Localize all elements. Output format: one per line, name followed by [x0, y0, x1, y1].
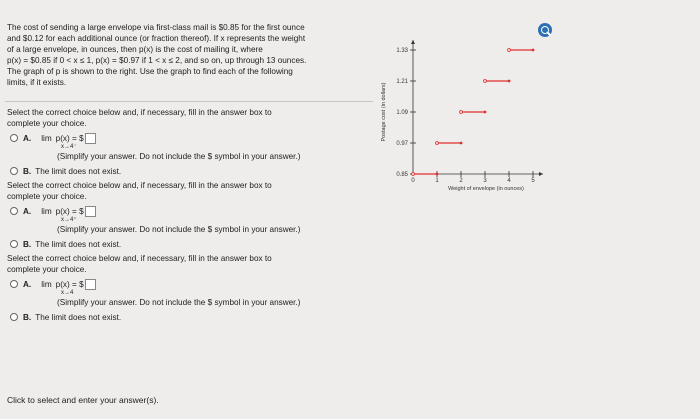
y-tick-label: 1.09 — [396, 110, 408, 117]
lim-label: lim — [41, 207, 52, 216]
x-tick-label: 4 — [507, 178, 511, 184]
choice-letter: A. — [23, 207, 32, 216]
y-axis-label: Postage cost (in dollars) — [381, 82, 387, 142]
choice-a-radio[interactable] — [10, 134, 18, 142]
magnifier-plus-icon[interactable] — [538, 23, 552, 37]
choice-b-text: The limit does not exist. — [35, 313, 122, 322]
lim-label: lim — [41, 134, 52, 143]
x-axis-arrow — [539, 172, 543, 176]
choice-b-text: The limit does not exist. — [35, 240, 122, 249]
question-part-3 — [7, 253, 377, 323]
limit-expression — [23, 279, 300, 308]
x-tick-label: 2 — [459, 178, 463, 184]
choice-b[interactable] — [7, 166, 377, 177]
choice-a[interactable] — [7, 133, 377, 162]
closed-endpoint — [460, 142, 463, 145]
question-parts — [7, 107, 377, 326]
problem-line: The cost of sending a large envelope via first-class mail is $0.85 for the first ounce — [7, 23, 305, 32]
open-endpoint — [484, 80, 487, 83]
question-part-2 — [7, 180, 377, 250]
limit-function: p(x) = $ — [55, 207, 84, 216]
limit-expression — [23, 206, 300, 235]
problem-line: of a large envelope, in ounces, then p(x) is the cost of mailing it, where — [7, 45, 263, 54]
choice-b-text: The limit does not exist. — [35, 167, 122, 176]
instruction-line: complete your choice. — [7, 192, 87, 201]
problem-line: p(x) = $0.85 if 0 < x ≤ 1, p(x) = $0.97 if 1 < x ≤ 2, and so on, up through 13 ounces. — [7, 56, 307, 65]
problem-statement — [7, 22, 377, 88]
closed-endpoint — [532, 49, 535, 52]
lim-label: lim — [41, 280, 52, 289]
answer-hint: (Simplify your answer. Do not include the $ symbol in your answer.) — [57, 225, 301, 234]
choice-b-radio[interactable] — [10, 240, 18, 248]
instruction-line: Select the correct choice below and, if necessary, fill in the answer box to — [7, 254, 272, 263]
choice-a-radio[interactable] — [10, 207, 18, 215]
y-axis-arrow — [411, 40, 415, 44]
x-tick-label: 0 — [411, 178, 415, 184]
limit-function: p(x) = $ — [55, 134, 84, 143]
choice-b-radio[interactable] — [10, 167, 18, 175]
zoom-lens — [541, 26, 549, 34]
limit-subscript: x→4⁺ — [61, 217, 77, 223]
instruction-line: Select the correct choice below and, if necessary, fill in the answer box to — [7, 181, 272, 190]
choice-a[interactable] — [7, 279, 377, 308]
answer-input-box[interactable] — [85, 133, 96, 144]
open-endpoint — [460, 111, 463, 114]
choice-a[interactable] — [7, 206, 377, 235]
choice-b-radio[interactable] — [10, 313, 18, 321]
open-endpoint — [508, 49, 511, 52]
instruction-line: Select the correct choice below and, if necessary, fill in the answer box to — [7, 108, 272, 117]
closed-endpoint — [436, 173, 439, 176]
limit-subscript: x→4 — [61, 290, 74, 296]
problem-line: and $0.12 for each additional ounce (or fraction thereof). If x represents the weight — [7, 34, 306, 43]
problem-line: The graph of p is shown to the right. Use the graph to find each of the following — [7, 67, 293, 76]
section-divider — [5, 101, 373, 102]
choice-a-radio[interactable] — [10, 280, 18, 288]
closed-endpoint — [508, 80, 511, 83]
question-part-1 — [7, 107, 377, 177]
answer-input-box[interactable] — [85, 279, 96, 290]
choice-letter: B. — [23, 313, 32, 322]
answer-hint: (Simplify your answer. Do not include the $ symbol in your answer.) — [57, 152, 301, 161]
y-tick-label: 0.97 — [396, 141, 408, 148]
y-tick-label: 1.33 — [396, 48, 408, 55]
step-function-graph — [368, 22, 558, 197]
x-tick-label: 1 — [435, 178, 439, 184]
y-tick-label: 1.21 — [396, 79, 408, 86]
open-endpoint — [412, 173, 415, 176]
answer-hint: (Simplify your answer. Do not include the $ symbol in your answer.) — [57, 298, 301, 307]
choice-b[interactable] — [7, 239, 377, 250]
x-axis-label: Weight of envelope (in ounces) — [448, 186, 524, 192]
instruction-line: complete your choice. — [7, 119, 87, 128]
limit-function: p(x) = $ — [55, 280, 84, 289]
limit-expression — [23, 133, 300, 162]
choice-letter: A. — [23, 280, 32, 289]
choice-letter: B. — [23, 167, 32, 176]
x-tick-label: 3 — [483, 178, 487, 184]
footer-instruction: Click to select and enter your answer(s). — [7, 395, 159, 405]
choice-letter: A. — [23, 134, 32, 143]
closed-endpoint — [484, 111, 487, 114]
answer-input-box[interactable] — [85, 206, 96, 217]
x-tick-label: 5 — [531, 178, 535, 184]
open-endpoint — [436, 142, 439, 145]
y-tick-label: 0.85 — [396, 172, 408, 179]
choice-b[interactable] — [7, 312, 377, 323]
limit-subscript: x→4⁻ — [61, 144, 77, 150]
instruction-line: complete your choice. — [7, 265, 87, 274]
choice-letter: B. — [23, 240, 32, 249]
problem-line: limits, if it exists. — [7, 78, 67, 87]
